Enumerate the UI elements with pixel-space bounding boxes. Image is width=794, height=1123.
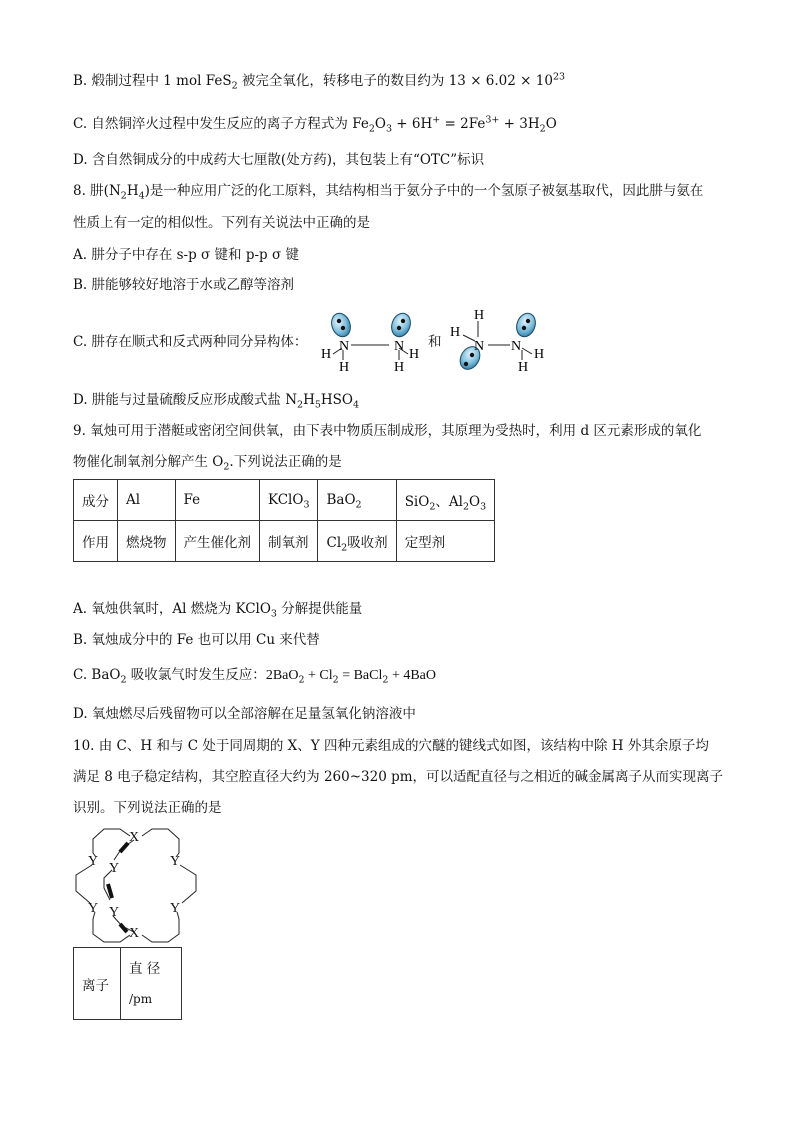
lone-pair-lobe-icon (328, 311, 353, 340)
lone-pair-dot-icon (341, 326, 345, 330)
atom-h: H (394, 360, 405, 374)
q10-ion-table (73, 947, 182, 1020)
atom-n: N (339, 339, 350, 354)
atom-h: H (321, 347, 332, 362)
q9-option-c: C. BaO$_2$ 吸收氯气时发生反应：$2BaO_2 + Cl_2$ = BaCl$_2$ + 4BaO (73, 667, 436, 686)
table-row (74, 948, 182, 1020)
table-cell: BaO$_2$ (318, 480, 396, 521)
atom-n: N (511, 339, 522, 354)
lone-pair-lobe-icon (388, 311, 413, 340)
table-cell: KClO$_3$ (260, 480, 318, 521)
table-cell: 定型剂 (396, 521, 494, 562)
table-cell: 燃烧物 (118, 521, 176, 562)
q10-stem-line1: 10. 由 C、H 和与 C 处于同周期的 X、Y 四种元素组成的穴醚的键线式如图，该结构中除 H 外其余原子均 (73, 738, 709, 754)
atom-n: N (394, 339, 405, 354)
atom-y: Y (88, 901, 99, 916)
table-cell: 制氧剂 (260, 521, 318, 562)
atom-h: H (474, 308, 485, 323)
diameter-label: 直 径 (129, 960, 161, 977)
diameter-unit: /pm (129, 991, 153, 1006)
table-cell: 成分 (74, 480, 118, 521)
lone-pair-dot-icon (401, 319, 405, 323)
table-cell: $Cl_2$吸收剂 (318, 521, 396, 562)
atom-x: X (129, 926, 140, 941)
table-cell: 作用 (74, 521, 118, 562)
atom-h: H (409, 347, 420, 362)
lone-pair-dot-icon (337, 319, 341, 323)
table-cell: Al (118, 480, 176, 521)
lone-pair-dot-icon (397, 326, 401, 330)
atom-h: H (450, 325, 461, 340)
atom-x: X (129, 830, 140, 845)
atom-y: Y (109, 861, 120, 876)
q8-stem-line2: 性质上有一定的相似性。下列有关说法中正确的是 (73, 215, 370, 231)
q10-stem-line2: 满足 8 电子稳定结构，其空腔直径大约为 260~320 pm，可以适配直径与之相近的碱金属离子从而实现离子 (73, 769, 724, 785)
q10-stem-line3: 识别。下列说法正确的是 (73, 800, 222, 816)
q8-option-c: C. 肼存在顺式和反式两种同分异构体： (73, 334, 308, 350)
lone-pair-dot-icon (526, 319, 530, 323)
q8-option-b: B. 肼能够较好地溶于水或乙醇等溶剂 (73, 277, 295, 293)
atom-y: Y (109, 905, 120, 920)
atom-n: N (474, 339, 485, 354)
hydrazine-cis-structure (315, 308, 425, 374)
q9-option-d: D. 氧烛燃尽后残留物可以全部溶解在足量氢氧化钠溶液中 (73, 706, 416, 722)
atom-y: Y (170, 854, 181, 869)
atom-y: Y (88, 854, 99, 869)
q9-option-a: A. 氧烛供氧时，Al 燃烧为 KClO$_3$ 分解提供能量 (73, 601, 363, 620)
cryptand-structure (66, 824, 214, 946)
atom-h: H (339, 360, 350, 374)
table-cell: Fe (175, 480, 260, 521)
table-cell: SiO$_2$、$Al_2O_3$ (396, 480, 494, 521)
q8-stem-line1: 8. 肼$(N_2H_4)$是一种应用广泛的化工原料，其结构相当于氨分子中的一个氢原子被氨基取代，因此肼与氨在 (73, 183, 704, 202)
q8-option-c-and: 和 (428, 334, 442, 350)
atom-h: H (534, 347, 545, 362)
lone-pair-dot-icon (464, 362, 468, 366)
q7-option-c: C. 自然铜淬火过程中发生反应的离子方程式为 $Fe_2O_3 + 6H^+ = 2Fe^{3+} + 3H_2O$ (73, 114, 557, 135)
table-cell-diameter (121, 948, 182, 1020)
q9-composition-table (73, 479, 495, 562)
lone-pair-lobe-icon (513, 311, 538, 340)
atom-y: Y (170, 901, 181, 916)
q7-option-d: D. 含自然铜成分的中成药大七厘散(处方药)，其包装上有“OTC”标识 (73, 152, 485, 168)
hydrazine-trans-structure (446, 308, 556, 374)
q7-option-b: B. 煅制过程中 1 mol FeS$_2$ 被完全氧化，转移电子的数目约为 $13 \times 6.02 \times 10^{23}$ (73, 71, 566, 92)
table-row (74, 480, 495, 521)
table-row (74, 521, 495, 562)
q8-option-a: A. 肼分子中存在 s-p σ 键和 p-p σ 键 (73, 247, 299, 263)
atom-h: H (518, 360, 529, 374)
table-cell: 产生催化剂 (175, 521, 260, 562)
q9-stem-line2: 物催化制氧剂分解产生 $O_2$.下列说法正确的是 (73, 454, 342, 473)
lone-pair-dot-icon (522, 326, 526, 330)
table-cell-ion: 离子 (74, 948, 121, 1020)
q9-option-b: B. 氧烛成分中的 Fe 也可以用 Cu 来代替 (73, 632, 320, 648)
q9-stem-line1: 9. 氧烛可用于潜艇或密闭空间供氧，由下表中物质压制成形，其原理为受热时，利用 d 区元素形成的氧化 (73, 423, 702, 439)
q8-option-d: D. 肼能与过量硫酸反应形成酸式盐 $N_2H_5HSO_4$ (73, 392, 360, 411)
